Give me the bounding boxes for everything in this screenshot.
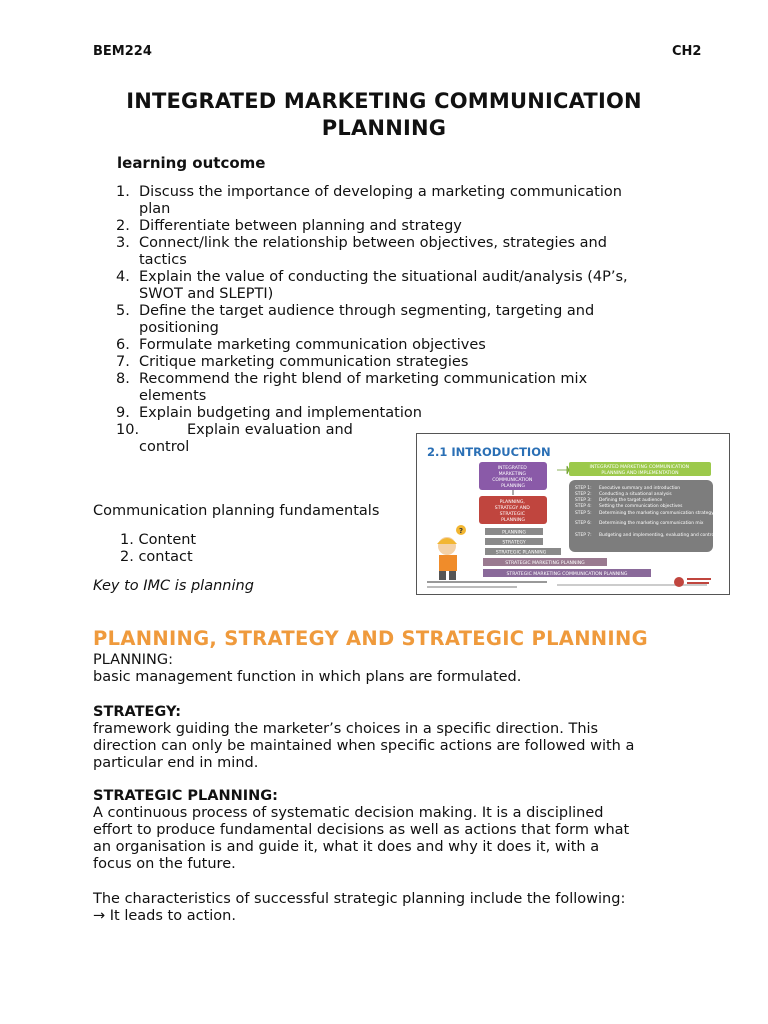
page-title-line-1: INTEGRATED MARKETING COMMUNICATION [126,89,642,113]
list-item [120,532,196,549]
text-line: effort to produce fundamental decisions as well as actions that form what [93,822,630,838]
item-text-cont: elements [139,388,207,404]
planning-heading [93,652,693,669]
chapter-label: CH2 [672,44,702,59]
text-line: an organisation is and guide it, what it does and why it does it, with a [93,839,600,855]
item-text-cont: positioning [139,320,219,336]
list-item [93,371,679,405]
list-item [93,218,679,235]
fundamentals-list [120,532,196,566]
logo-text [687,578,711,580]
stair-label: STRATEGIC PLANNING [495,550,547,556]
construction-worker-icon [437,525,466,580]
green-box-text: INTEGRATED MARKETING COMMUNICATION PLANNING AND IMPLEMENTATION [589,465,690,476]
text-line: direction can only be maintained when specific actions are followed with a [93,738,635,754]
characteristic-item [93,908,693,925]
strategy-heading: STRATEGY: [93,704,182,720]
strategic-planning-heading: STRATEGIC PLANNING: [93,788,278,804]
section-heading: PLANNING, STRATEGY AND STRATEGIC PLANNING [93,627,648,650]
key-note: Key to IMC is planning [93,578,254,594]
item-text-cont: control [139,439,190,455]
item-text-cont: SWOT and SLEPTI) [139,286,274,302]
list-item [120,549,196,566]
item-number: 2. [120,549,134,565]
slide-footnote [427,581,547,583]
item-text-cont: tactics [139,252,187,268]
list-item [93,354,679,371]
slide-title: 2.1 INTRODUCTION [427,445,551,459]
item-text: Formulate marketing communication objectives [139,337,486,353]
item-number: 1. [116,184,130,200]
item-text: Critique marketing communication strategies [139,354,469,370]
slide-footnote [557,584,707,586]
list-item [93,303,679,337]
arrow-right-icon [557,466,569,474]
stair-label: STRATEGY [502,540,526,546]
item-text: Recommend the right blend of marketing communication mix [139,371,588,387]
item-number: 9. [116,405,130,421]
planning-colon: : [168,652,174,668]
steps-text: STEP 1: Executive summary and introduction STEP 2: Conducting a situational analysis STEP 3: Defining the target audience STEP 4: Setting the communication objectives STEP 5: Determining the marketing communication strategy STEP 6: Determining the marketing communication mix STEP 7: Budgeting and implementing, evaluating and controlling [575,486,724,538]
item-text: Differentiate between planning and strategy [139,218,462,234]
stair-label: STRATEGIC MARKETING PLANNING [505,561,585,566]
item-text: Define the target audience through segmenting, targeting and [139,303,595,319]
text-line: framework guiding the marketer’s choices in a specific direction. This [93,721,599,737]
stair-label: STRATEGIC MARKETING COMMUNICATION PLANNING [506,572,628,577]
list-item [93,405,679,422]
item-text: contact [138,549,193,565]
list-item [93,184,679,218]
svg-text:?: ? [458,527,464,535]
item-text: Explain budgeting and implementation [139,405,422,421]
text-line: A continuous process of systematic decision making. It is a disciplined [93,805,604,821]
item-number: 5. [116,303,130,319]
item-number: 3. [116,235,130,251]
item-text: Connect/link the relationship between objectives, strategies and [139,235,607,251]
item-number: 1. [120,532,134,548]
item-number: 7. [116,354,130,370]
red-box-text: PLANNING, STRATEGY AND STRATEGIC PLANNING [494,500,530,523]
item-text: Discuss the importance of developing a marketing communication [139,184,622,200]
university-logo-icon [674,577,684,587]
strategic-planning-definition [93,805,693,873]
list-item [93,422,419,456]
text-line: focus on the future. [93,856,236,872]
learning-outcome-heading: learning outcome [117,154,266,172]
slide-footnote [427,586,517,588]
characteristics-intro: The characteristics of successful strategic planning include the following: [93,891,626,907]
list-item [93,269,679,303]
item-number: 8. [116,371,130,387]
purple-box-text: INTEGRATED MARKETING COMMUNICATION PLANNING [492,466,533,489]
logo-text [687,582,709,584]
text-line: particular end in mind. [93,755,259,771]
item-number: 4. [116,269,130,285]
slide-graphic [417,434,730,595]
stair-label: PLANNING [502,530,526,536]
item-number: 2. [116,218,130,234]
characteristic-text: It leads to action. [109,908,236,924]
intro-slide-image [416,433,730,595]
item-number: 6. [116,337,130,353]
strategy-definition [93,721,693,772]
item-text-cont: plan [139,201,171,217]
page-title-line-2: PLANNING [321,116,447,140]
list-item [93,337,679,354]
outcomes-list [93,184,679,456]
arrow-right-icon: → [93,908,106,924]
fundamentals-heading: Communication planning fundamentals [93,503,380,519]
page-title [93,88,675,142]
planning-definition: basic management function in which plans are formulated. [93,669,522,685]
course-code: BEM224 [93,44,152,59]
planning-label: PLANNING [93,652,169,668]
item-number: 10. [116,422,140,438]
list-item [93,235,679,269]
item-text: Explain evaluation and [187,422,353,438]
item-text: Explain the value of conducting the situational audit/analysis (4P’s, [139,269,628,285]
item-text: Content [138,532,197,548]
